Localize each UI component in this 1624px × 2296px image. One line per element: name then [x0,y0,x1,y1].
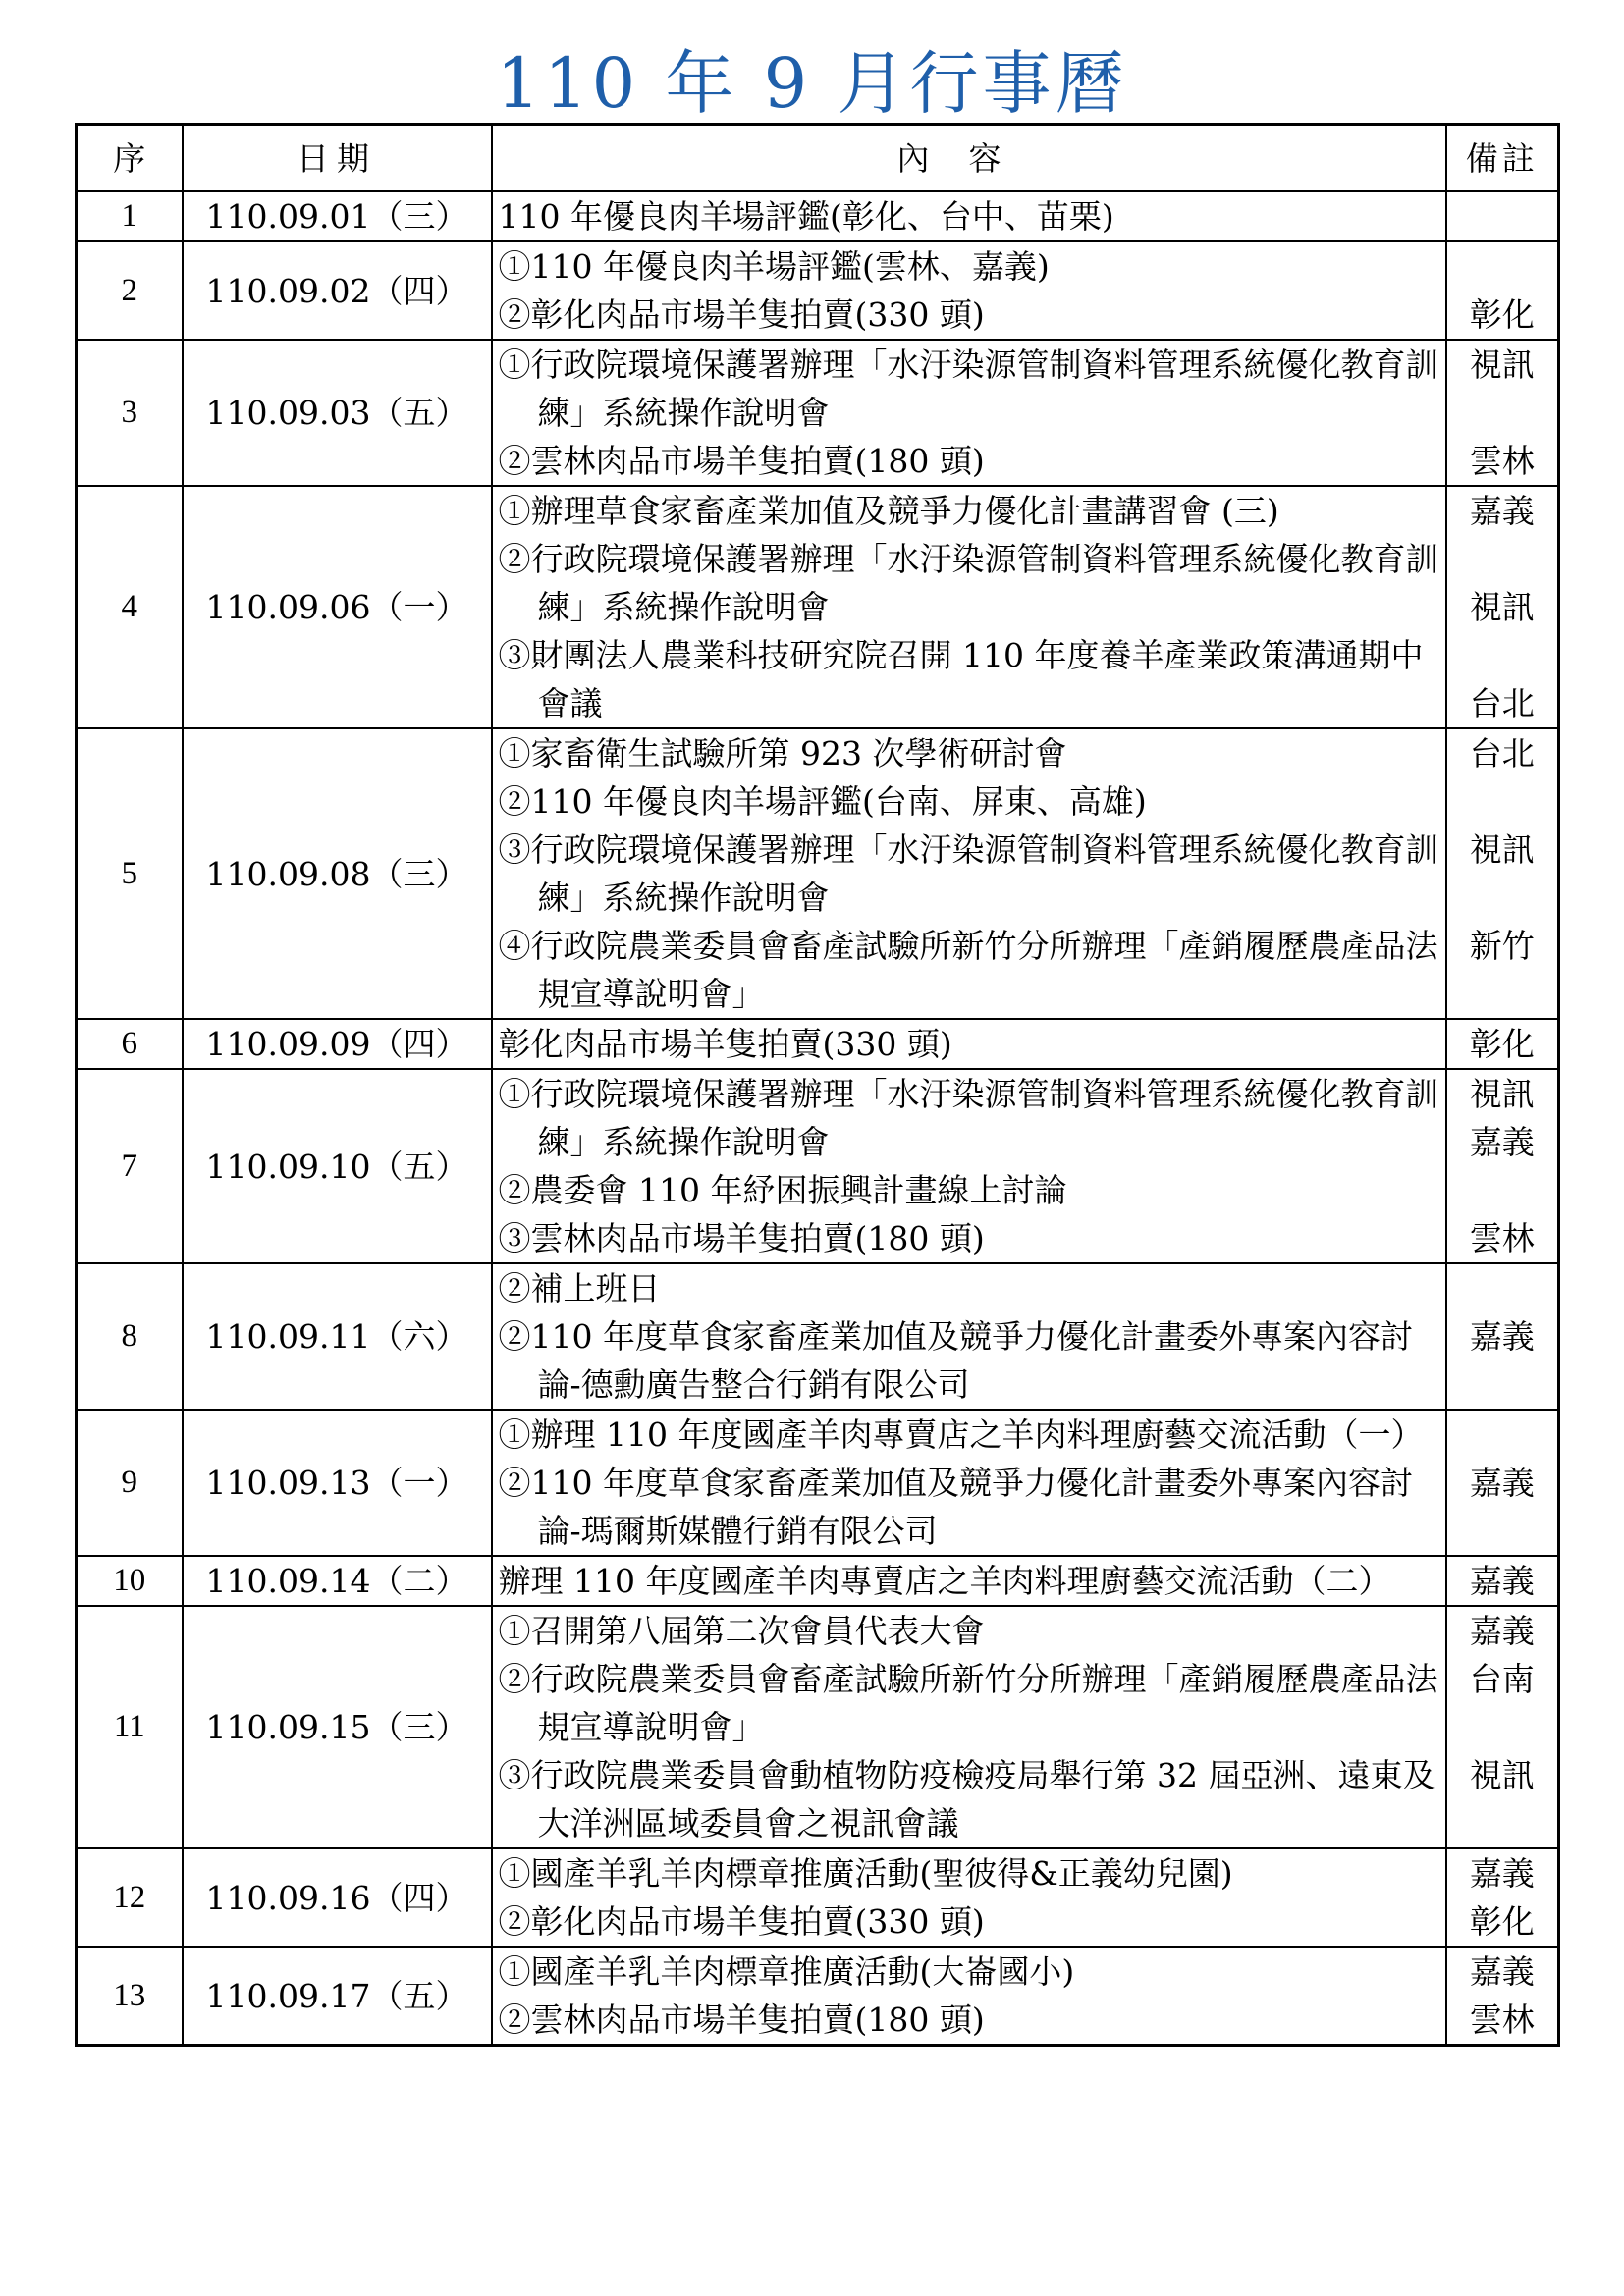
note-item: 視訊 [1469,1075,1535,1113]
content-item: 辦理 110 年度國產羊肉專賣店之羊肉料理廚藝交流活動（二） [498,1562,1391,1600]
row-date: 110.09.02（四） [183,241,492,340]
row-seq: 13 [77,1947,183,2046]
row-date: 110.09.11（六） [183,1263,492,1410]
row-content [492,191,1446,241]
row-seq: 1 [77,191,183,241]
header-seq: 序 [77,125,183,192]
table-row [77,1019,1559,1069]
header-note: 備註 [1446,125,1559,192]
row-note [1446,1556,1559,1606]
note-item [1447,777,1558,826]
row-note [1446,1069,1559,1263]
note-item: 台南 [1469,1660,1535,1698]
table-row [77,1069,1559,1263]
row-content [492,340,1446,486]
header-date: 日期 [183,125,492,192]
content-item: ①行政院環境保護署辦理「水汙染源管制資料管理系統優化教育訓練」系統操作說明會 [498,1075,1438,1161]
header-content: 內容 [492,125,1446,192]
schedule-table [75,123,1560,2047]
row-note [1446,728,1559,1019]
row-note [1446,1263,1559,1410]
row-seq: 12 [77,1848,183,1947]
note-item: 台北 [1469,684,1535,722]
table-row [77,340,1559,486]
table-header-row [77,125,1559,192]
note-item: 新竹 [1469,927,1535,965]
note-item: 嘉義 [1469,1952,1535,1991]
content-item: ②雲林肉品市場羊隻拍賣(180 頭) [498,2001,985,2039]
row-date: 110.09.10（五） [183,1069,492,1263]
table-row [77,191,1559,241]
content-item: ①辦理草食家畜產業加值及競爭力優化計畫講習會 (三) [498,492,1279,530]
note-item: 視訊 [1469,830,1535,869]
row-seq: 4 [77,486,183,728]
row-seq: 10 [77,1556,183,1606]
note-item: 嘉義 [1469,1854,1535,1893]
note-item: 嘉義 [1469,1562,1535,1600]
row-content [492,486,1446,728]
row-note [1446,191,1559,241]
row-content [492,728,1446,1019]
row-date: 110.09.01（三） [183,191,492,241]
table-row [77,1410,1559,1556]
table-row [77,1263,1559,1410]
table-row [77,1947,1559,2046]
note-item [1447,389,1558,437]
row-seq: 7 [77,1069,183,1263]
content-item: ②行政院農業委員會畜產試驗所新竹分所辦理「產銷履歷農產品法規宣導說明會」 [498,1660,1438,1746]
row-content [492,1069,1446,1263]
note-item: 雲林 [1469,2001,1535,2039]
content-item: ②110 年優良肉羊場評鑑(台南、屏東、高雄) [498,782,1147,821]
row-date: 110.09.06（一） [183,486,492,728]
content-item: ②110 年度草食家畜產業加值及競爭力優化計畫委外專案內容討論-德勳廣告整合行銷有限公司 [498,1317,1413,1404]
note-item: 嘉義 [1469,492,1535,530]
note-item [1447,1703,1558,1751]
row-content [492,1019,1446,1069]
content-item: ②補上班日 [498,1269,661,1308]
note-item [1447,192,1558,240]
row-seq: 8 [77,1263,183,1410]
row-content [492,1606,1446,1848]
note-item: 彰化 [1469,295,1535,334]
row-note [1446,1019,1559,1069]
row-date: 110.09.13（一） [183,1410,492,1556]
content-item: ③行政院農業委員會動植物防疫檢疫局舉行第 32 屆亞洲、遠東及大洋洲區域委員會之視訊會議 [498,1756,1435,1842]
table-row [77,1848,1559,1947]
content-item: ②彰化肉品市場羊隻拍賣(330 頭) [498,1902,985,1941]
note-item: 彰化 [1469,1902,1535,1941]
row-date: 110.09.16（四） [183,1848,492,1947]
content-item: ④行政院農業委員會畜產試驗所新竹分所辦理「產銷履歷農產品法規宣導說明會」 [498,927,1438,1013]
note-item: 嘉義 [1469,1123,1535,1161]
content-item: ①辦理 110 年度國產羊肉專賣店之羊肉料理廚藝交流活動（一） [498,1415,1424,1454]
row-content [492,1263,1446,1410]
content-item: ①行政院環境保護署辦理「水汙染源管制資料管理系統優化教育訓練」系統操作說明會 [498,346,1438,432]
row-note [1446,340,1559,486]
note-item: 雲林 [1469,1219,1535,1257]
row-date: 110.09.14（二） [183,1556,492,1606]
content-item: ①召開第八屆第二次會員代表大會 [498,1612,985,1650]
row-date: 110.09.09（四） [183,1019,492,1069]
note-item [1447,874,1558,922]
content-item: 彰化肉品市場羊隻拍賣(330 頭) [498,1025,952,1063]
content-item: 110 年優良肉羊場評鑑(彰化、台中、苗栗) [498,197,1114,236]
row-date: 110.09.15（三） [183,1606,492,1848]
row-content [492,1947,1446,2046]
content-item: ①110 年優良肉羊場評鑑(雲林、嘉義) [498,247,1050,286]
table-row [77,728,1559,1019]
row-seq: 2 [77,241,183,340]
content-item: ②農委會 110 年紓困振興計畫線上討論 [498,1171,1067,1209]
page-title: 110 年 9 月行事曆 [496,43,1128,124]
content-item: ②110 年度草食家畜產業加值及競爭力優化計畫委外專案內容討論-瑪爾斯媒體行銷有限公司 [498,1464,1413,1550]
note-item: 嘉義 [1469,1612,1535,1650]
note-item: 視訊 [1469,1756,1535,1794]
note-item [1447,1166,1558,1214]
note-item: 嘉義 [1469,1317,1535,1356]
row-seq: 3 [77,340,183,486]
content-item: ①國產羊乳羊肉標章推廣活動(大崙國小) [498,1952,1075,1991]
row-content [492,1410,1446,1556]
content-item: ①家畜衛生試驗所第 923 次學術研討會 [498,734,1067,773]
row-content [492,1556,1446,1606]
content-item: ③雲林肉品市場羊隻拍賣(180 頭) [498,1219,985,1257]
note-item [1447,970,1558,1018]
note-item: 視訊 [1469,346,1535,384]
table-row [77,1606,1559,1848]
table-row [77,241,1559,340]
row-seq: 9 [77,1410,183,1556]
row-seq: 5 [77,728,183,1019]
content-item: ②彰化肉品市場羊隻拍賣(330 頭) [498,295,985,334]
row-note [1446,241,1559,340]
table-row [77,486,1559,728]
content-item: ③財團法人農業科技研究院召開 110 年度養羊產業政策溝通期中會議 [498,636,1424,722]
note-item [1447,242,1558,291]
note-item [1447,535,1558,583]
note-item: 台北 [1469,734,1535,773]
note-item [1447,631,1558,679]
note-item: 雲林 [1469,442,1535,480]
row-note [1446,1606,1559,1848]
row-date: 110.09.17（五） [183,1947,492,2046]
content-item: ②雲林肉品市場羊隻拍賣(180 頭) [498,442,985,480]
note-item [1447,1799,1558,1847]
row-note [1446,486,1559,728]
row-note [1446,1410,1559,1556]
note-item: 視訊 [1469,588,1535,626]
row-content [492,1848,1446,1947]
row-note [1446,1848,1559,1947]
content-item: ②行政院環境保護署辦理「水汙染源管制資料管理系統優化教育訓練」系統操作說明會 [498,540,1438,626]
row-content [492,241,1446,340]
row-seq: 11 [77,1606,183,1848]
note-item: 嘉義 [1469,1464,1535,1502]
content-item: ①國產羊乳羊肉標章推廣活動(聖彼得&正義幼兒園) [498,1854,1233,1893]
content-item: ③行政院環境保護署辦理「水汙染源管制資料管理系統優化教育訓練」系統操作說明會 [498,830,1438,917]
note-item: 彰化 [1469,1025,1535,1063]
table-row [77,1556,1559,1606]
row-seq: 6 [77,1019,183,1069]
row-date: 110.09.03（五） [183,340,492,486]
row-note [1446,1947,1559,2046]
row-date: 110.09.08（三） [183,728,492,1019]
